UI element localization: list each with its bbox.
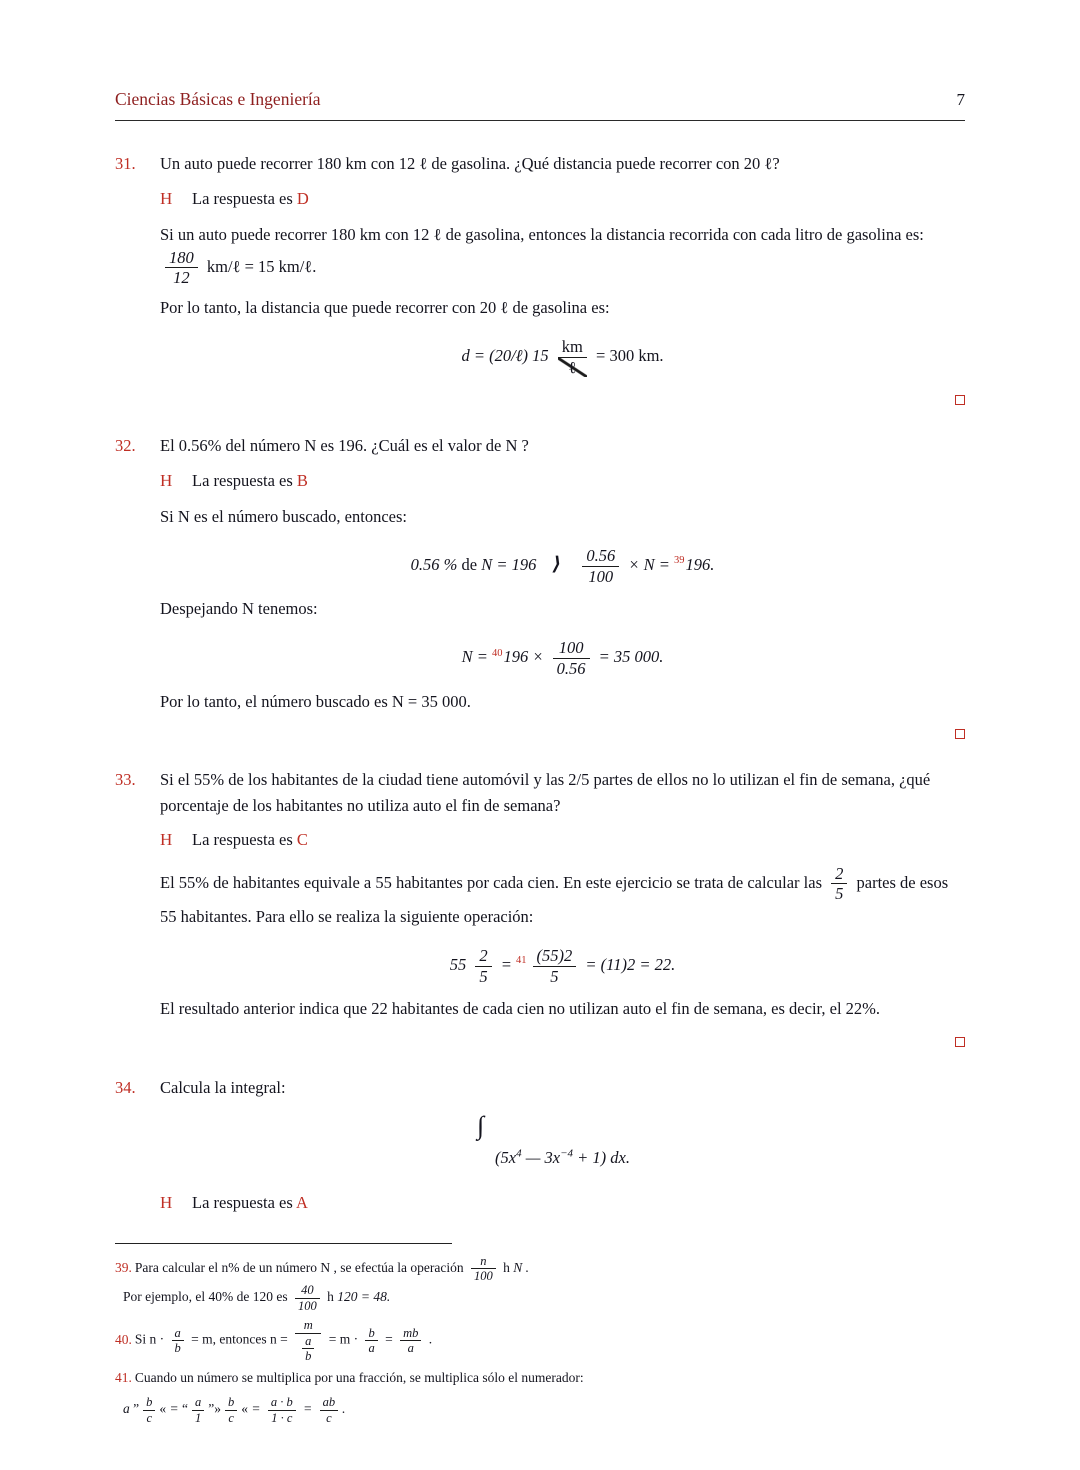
fraction <box>471 1254 496 1284</box>
fraction-numerator: (55)2 <box>533 946 577 967</box>
footnote-text: 120 = 48. <box>337 1289 391 1305</box>
equals-sign: = <box>169 1401 179 1417</box>
fraction <box>192 1395 204 1425</box>
fraction-denominator: 5 <box>835 884 844 904</box>
answer-letter: B <box>296 470 308 490</box>
fraction-numerator: b <box>225 1395 237 1410</box>
open-quote-icon: » <box>214 1401 221 1417</box>
expr-part: + 1) dx. <box>573 1147 630 1167</box>
fraction-numerator: 40 <box>295 1283 320 1298</box>
footnote-rule <box>115 1243 452 1244</box>
problem-32-number: 32. <box>115 436 136 456</box>
footnote-text: Si n · <box>134 1331 165 1347</box>
answer-prefix: La respuesta es <box>192 830 293 850</box>
variable: a <box>123 1401 130 1417</box>
integral-icon: ∫ <box>477 1111 485 1141</box>
fraction <box>533 946 577 987</box>
operator: h <box>503 1259 510 1275</box>
fraction <box>558 337 587 378</box>
solution-paragraph <box>160 864 965 930</box>
formula-lhs: 55 <box>449 954 467 974</box>
problem-31-question: Un auto puede recorrer 180 km con 12 ℓ de gasolina. ¿Qué distancia puede recorrer con 20 ℓ? <box>160 154 780 174</box>
footnote-ref-39: 39 <box>673 555 685 567</box>
fraction <box>553 638 590 679</box>
qed-square-icon <box>955 395 965 405</box>
answer-marker: H <box>160 1193 173 1213</box>
fraction <box>172 1326 184 1356</box>
fraction-numerator: a <box>192 1395 204 1410</box>
fraction-numerator: b <box>365 1326 377 1341</box>
fraction-denominator: 1 <box>195 1410 202 1425</box>
fraction-numerator: mb <box>400 1326 421 1341</box>
fraction-numerator: 0.56 <box>582 546 619 567</box>
footnote-text: Para calcular el n% de un número N , se efectúa la operación <box>134 1259 464 1275</box>
solution-paragraph: Si N es el número buscado, entonces: <box>160 507 407 527</box>
answer-prefix: La respuesta es <box>192 188 293 208</box>
formula-lhs: N = 196 <box>481 554 537 574</box>
formula-rhs: = (11)2 = 22. <box>585 954 676 974</box>
answer-marker: H <box>160 188 173 208</box>
fraction <box>831 864 847 905</box>
answer-letter: D <box>296 188 309 208</box>
fraction-denominator-cancelled: ℓ <box>558 358 587 378</box>
fraction-numerator: m <box>295 1318 321 1333</box>
footnote-39 <box>115 1254 965 1314</box>
fraction-denominator: 12 <box>173 268 190 288</box>
formula-lhs: 0.56 % <box>410 554 458 574</box>
paragraph-text: km/ℓ = 15 km/ℓ. <box>206 256 317 276</box>
problem-32-question: El 0.56% del número N es 196. ¿Cuál es el valor de N ? <box>160 436 529 456</box>
period: . <box>342 1401 346 1417</box>
close-quote-icon: « <box>241 1401 248 1417</box>
fraction <box>365 1326 377 1356</box>
paragraph-text: partes de esos 55 habitantes. Para ello se realiza la siguiente operación: <box>160 872 949 927</box>
fraction-numerator: km <box>558 337 587 358</box>
fraction <box>143 1395 155 1425</box>
fraction <box>302 1334 314 1364</box>
display-formula-34 <box>160 1106 965 1170</box>
fraction-numerator: a · b <box>268 1395 296 1410</box>
fraction-denominator: 100 <box>473 1269 493 1284</box>
fraction <box>165 248 198 289</box>
open-quote-icon: “ <box>182 1401 188 1417</box>
problem-31-answer-line <box>160 186 965 212</box>
display-formula-31 <box>160 337 965 378</box>
fraction-denominator: 100 <box>588 566 614 586</box>
qed-line <box>160 387 965 403</box>
fraction-numerator: 2 <box>831 864 847 885</box>
equals-sign: = <box>500 954 512 974</box>
footnote-40 <box>115 1318 965 1363</box>
fraction <box>400 1326 421 1356</box>
fraction <box>268 1395 296 1425</box>
close-quote-icon: « <box>159 1401 167 1417</box>
footnote-example <box>123 1283 965 1313</box>
exponent: −4 <box>560 1147 574 1160</box>
footnotes <box>115 1243 965 1425</box>
equals-sign: = <box>251 1401 261 1417</box>
formula-mid: × N = <box>628 554 670 574</box>
fraction-denominator: c <box>228 1410 234 1425</box>
page-header <box>115 86 965 121</box>
footnote-text: . <box>428 1331 433 1347</box>
integral-expression <box>477 1106 630 1170</box>
footnote-text: = <box>385 1331 393 1347</box>
formula-mid: 196 × <box>503 647 544 667</box>
exponent: 4 <box>516 1147 522 1160</box>
page-number: 7 <box>956 89 965 109</box>
footnote-text: = m, entonces n = <box>191 1331 288 1347</box>
fraction-denominator: 100 <box>297 1298 317 1313</box>
answer-letter: C <box>296 830 308 850</box>
answer-marker: H <box>160 830 173 850</box>
qed-line <box>160 1029 965 1045</box>
integrand <box>495 1148 630 1167</box>
answer-prefix: La respuesta es <box>192 470 293 490</box>
fraction <box>320 1395 339 1425</box>
solution-paragraph: Por lo tanto, la distancia que puede recorrer con 20 ℓ de gasolina es: <box>160 298 610 318</box>
problem-33-number: 33. <box>115 770 136 790</box>
problem-31-number: 31. <box>115 154 136 174</box>
equals-sign: = <box>303 1401 313 1417</box>
footnote-text: Cuando un número se multiplica por una fracción, se multiplica sólo el numerador: <box>134 1370 584 1386</box>
problem-32 <box>115 433 965 737</box>
footnote-number: 41. <box>115 1370 132 1386</box>
paragraph-text: Si un auto puede recorrer 180 km con 12 ℓ de gasolina, entonces la distancia recorrida con cada litro de gasolina es: <box>160 225 924 245</box>
display-formula-32b <box>160 638 965 679</box>
operator: h <box>327 1289 334 1305</box>
section-title: Ciencias Básicas e Ingeniería <box>115 89 321 109</box>
footnote-text: N . <box>513 1259 529 1275</box>
paragraph-text: El 55% de habitantes equivale a 55 habitantes por cada cien. En este ejercicio se trata de calcular las <box>160 872 822 892</box>
open-quote-icon: ” <box>133 1401 140 1417</box>
formula-rhs: = 35 000. <box>598 647 664 667</box>
problem-32-answer-line <box>160 468 965 494</box>
fraction-numerator: 180 <box>165 248 198 269</box>
solution-paragraph: Por lo tanto, el número buscado es N = 35 000. <box>160 691 471 711</box>
qed-square-icon <box>955 1037 965 1047</box>
expr-part: — 3x <box>521 1147 561 1167</box>
solution-paragraph <box>160 222 965 288</box>
problem-34-answer-line <box>160 1190 965 1216</box>
problem-34-number: 34. <box>115 1077 136 1097</box>
fraction-denominator: b <box>305 1348 312 1363</box>
problem-34-question: Calcula la integral: <box>160 1077 286 1097</box>
nested-fraction <box>295 1318 321 1363</box>
fraction-numerator: 2 <box>475 946 491 967</box>
fraction-numerator: ab <box>320 1395 339 1410</box>
problem-33 <box>115 767 965 1045</box>
solution-paragraph: Despejando N tenemos: <box>160 599 318 619</box>
footnote-text: = m · <box>328 1331 359 1347</box>
close-quote-icon: ” <box>208 1401 215 1417</box>
fraction-denominator: 1 · c <box>271 1410 293 1425</box>
qed-line <box>160 721 965 737</box>
fraction <box>225 1395 237 1425</box>
formula-rhs: = 300 km. <box>596 345 664 365</box>
footnote-ref-40: 40 <box>491 647 503 659</box>
fraction-denominator: 0.56 <box>556 658 586 678</box>
footnote-ref-41: 41 <box>516 955 527 967</box>
fraction-denominator: c <box>326 1410 332 1425</box>
fraction-denominator <box>295 1334 321 1364</box>
fraction-denominator: a <box>407 1341 414 1356</box>
fraction <box>295 1283 320 1313</box>
formula-word: de <box>461 554 478 574</box>
problem-34 <box>115 1075 965 1217</box>
formula-rhs: 196. <box>685 554 715 574</box>
fraction <box>582 546 619 587</box>
footnote-number: 40. <box>115 1331 132 1347</box>
solution-paragraph: El resultado anterior indica que 22 habitantes de cada cien no utilizan auto el fin de semana, es decir, el 22%. <box>160 999 881 1019</box>
fraction-denominator: c <box>146 1410 153 1425</box>
implies-icon: ⟩ <box>552 553 562 575</box>
formula-lhs: d = (20/ℓ) 15 <box>461 345 549 365</box>
footnote-text: Por ejemplo, el 40% de 120 es <box>123 1289 288 1305</box>
answer-prefix: La respuesta es <box>192 1193 293 1213</box>
display-formula-32a <box>160 546 965 587</box>
fraction-denominator: 5 <box>479 966 488 986</box>
problem-33-answer-line <box>160 827 965 853</box>
expr-part: (5x <box>495 1147 517 1167</box>
display-formula-33 <box>160 946 965 987</box>
answer-marker: H <box>160 470 173 490</box>
fraction-numerator: 100 <box>553 638 590 659</box>
fraction-denominator: b <box>174 1341 181 1356</box>
fraction <box>475 946 491 987</box>
fraction-numerator: b <box>143 1395 155 1410</box>
formula-lhs: N = <box>461 647 488 667</box>
fraction-numerator: a <box>172 1326 184 1341</box>
qed-square-icon <box>955 729 965 739</box>
problem-31 <box>115 151 965 403</box>
footnote-equation <box>123 1395 965 1425</box>
fraction-numerator: a <box>302 1334 314 1349</box>
answer-letter: A <box>296 1193 308 1213</box>
fraction-denominator: 5 <box>550 966 559 986</box>
fraction-numerator: n <box>471 1254 496 1269</box>
footnote-number: 39. <box>115 1259 132 1275</box>
fraction-denominator: a <box>368 1341 375 1356</box>
problem-33-question: Si el 55% de los habitantes de la ciudad tiene automóvil y las 2/5 partes de ellos no lo utilizan el fin de semana, ¿qué porcentaje de los habitantes no utiliza auto el fin de semana? <box>160 770 931 815</box>
